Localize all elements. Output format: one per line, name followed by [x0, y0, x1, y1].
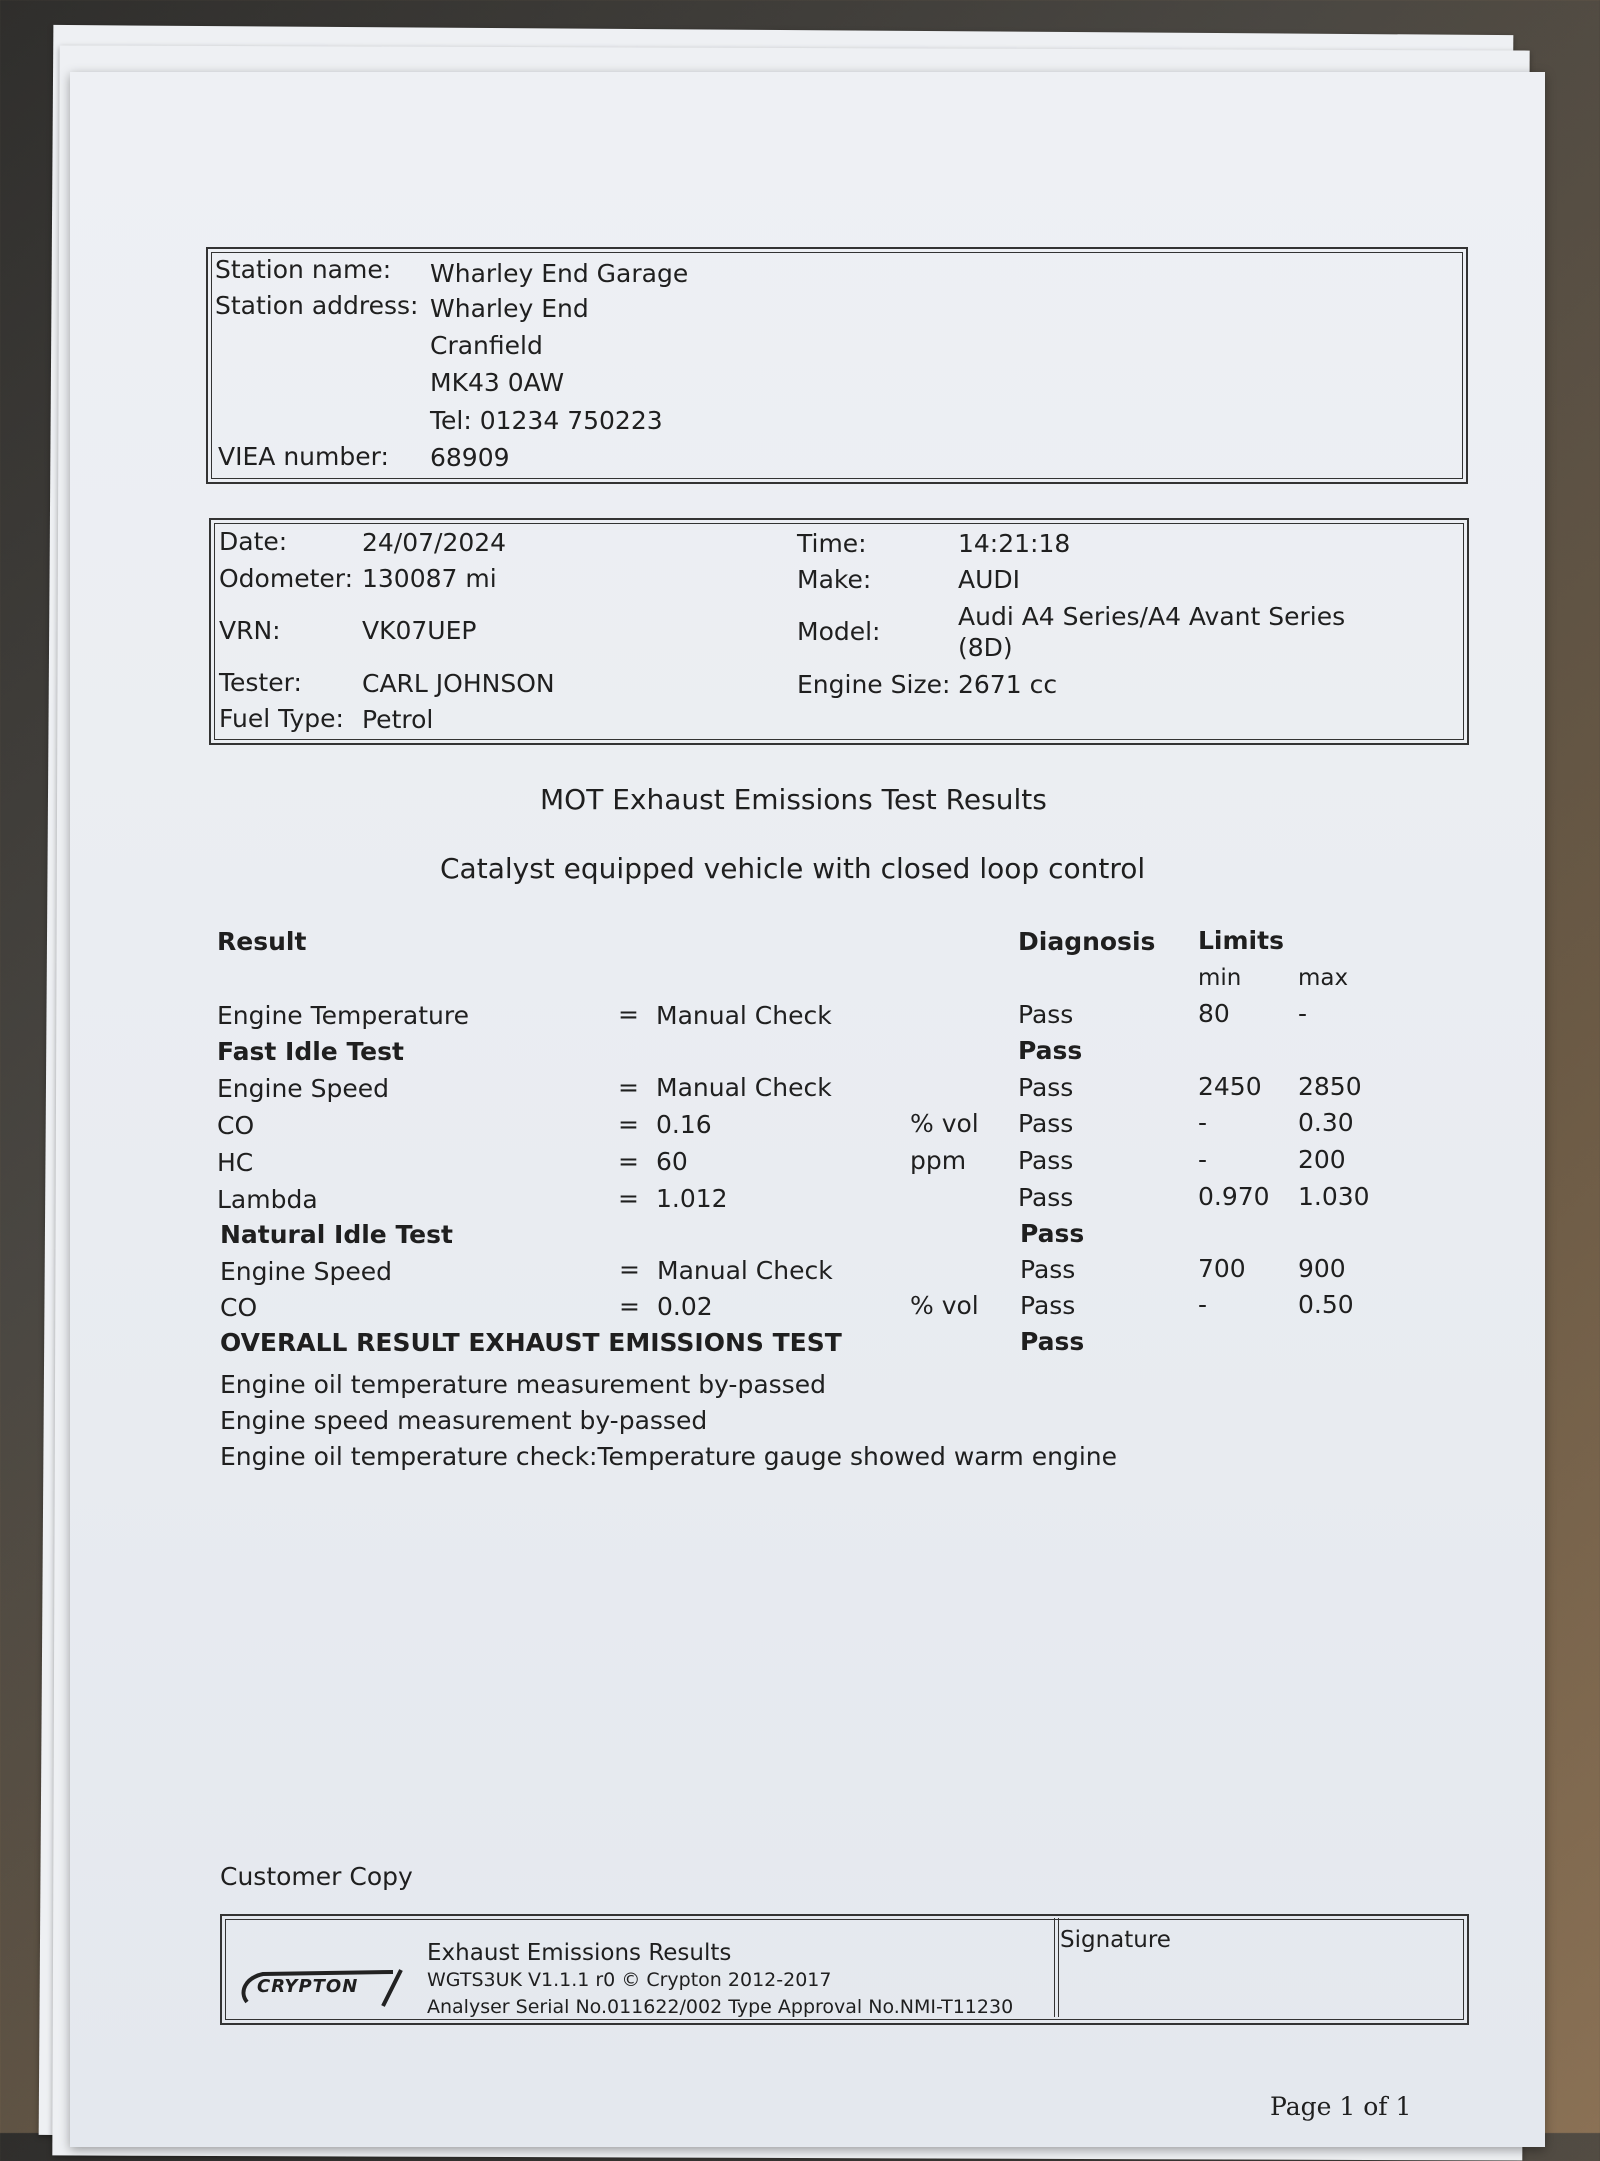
- result-equals: =: [619, 1292, 640, 1321]
- result-value: 0.16: [656, 1110, 712, 1139]
- note-line: Engine oil temperature measurement by-passed: [220, 1370, 826, 1399]
- result-diagnosis: Pass: [1018, 1036, 1083, 1065]
- limit-min: 700: [1198, 1254, 1246, 1283]
- result-unit: % vol: [910, 1109, 979, 1138]
- result-equals: =: [618, 1110, 639, 1139]
- footer-version: WGTS3UK V1.1.1 r0 © Crypton 2012-2017: [427, 1969, 832, 1991]
- result-equals: =: [618, 1147, 639, 1176]
- model-label: Model:: [797, 617, 881, 646]
- document-page: [70, 72, 1545, 2147]
- result-value: Manual Check: [656, 1073, 832, 1102]
- customer-copy-label: Customer Copy: [220, 1862, 413, 1891]
- date-label: Date:: [219, 527, 288, 556]
- limits-column-header: Limits: [1198, 926, 1284, 955]
- result-label: HC: [217, 1148, 254, 1177]
- result-label: Engine Speed: [217, 1074, 389, 1103]
- result-diagnosis: Pass: [1020, 1219, 1085, 1248]
- result-unit: % vol: [910, 1291, 979, 1320]
- signature-divider: [1054, 1918, 1059, 2017]
- page-number: Page 1 of 1: [1270, 2092, 1412, 2121]
- result-equals: =: [619, 1255, 640, 1284]
- station-address-label: Station address:: [215, 291, 419, 320]
- result-column-header: Result: [217, 927, 307, 956]
- limit-max: 2850: [1298, 1072, 1362, 1101]
- result-unit: ppm: [910, 1146, 967, 1175]
- limit-min: 2450: [1198, 1072, 1262, 1101]
- note-line: Engine speed measurement by-passed: [220, 1406, 708, 1435]
- tester-value: CARL JOHNSON: [362, 669, 555, 698]
- result-value: 1.012: [656, 1184, 728, 1213]
- result-diagnosis: Pass: [1018, 1000, 1074, 1029]
- engine-size-value: 2671 cc: [958, 670, 1058, 699]
- result-diagnosis: Pass: [1020, 1255, 1076, 1284]
- result-diagnosis: Pass: [1020, 1291, 1076, 1320]
- limit-max: 0.50: [1298, 1290, 1354, 1319]
- station-address-line: Wharley End: [430, 294, 589, 323]
- station-address-line: Tel: 01234 750223: [430, 406, 663, 435]
- model-value-line2: (8D): [958, 633, 1013, 662]
- engine-size-label: Engine Size:: [797, 670, 951, 699]
- station-name-label: Station name:: [215, 255, 392, 284]
- limit-max: 0.30: [1298, 1108, 1354, 1137]
- result-label: Engine Temperature: [217, 1001, 469, 1030]
- limits-max-header: max: [1298, 965, 1349, 991]
- result-label: Engine Speed: [220, 1257, 392, 1286]
- tester-label: Tester:: [219, 668, 302, 697]
- odometer-label: Odometer:: [219, 564, 354, 593]
- model-value: Audi A4 Series/A4 Avant Series: [958, 602, 1346, 631]
- limit-min: -: [1198, 1290, 1208, 1319]
- limit-max: 1.030: [1298, 1182, 1370, 1211]
- result-diagnosis: Pass: [1018, 1073, 1074, 1102]
- logo-text: CRYPTON: [257, 1976, 359, 1997]
- limit-min: -: [1198, 1145, 1208, 1174]
- vrn-value: VK07UEP: [362, 616, 477, 645]
- limits-min-header: min: [1198, 965, 1242, 991]
- vrn-label: VRN:: [219, 616, 281, 645]
- make-label: Make:: [797, 565, 872, 594]
- result-label: Lambda: [217, 1185, 318, 1214]
- viea-number: 68909: [430, 443, 510, 472]
- limit-min: -: [1198, 1108, 1208, 1137]
- station-address-line: Cranfield: [430, 331, 543, 360]
- result-value: Manual Check: [656, 1001, 832, 1030]
- limit-max: 900: [1298, 1254, 1346, 1283]
- signature-label: Signature: [1060, 1927, 1171, 1953]
- crypton-logo: [233, 1962, 408, 2010]
- station-info-box: [206, 247, 1468, 484]
- section-heading: Natural Idle Test: [220, 1220, 453, 1249]
- fuel-type-value: Petrol: [362, 705, 434, 734]
- overall-result-diagnosis: Pass: [1020, 1327, 1085, 1356]
- viea-label: VIEA number:: [218, 442, 389, 471]
- time-value: 14:21:18: [958, 529, 1071, 558]
- result-equals: =: [618, 1184, 639, 1213]
- date-value: 24/07/2024: [362, 528, 507, 557]
- page-title: MOT Exhaust Emissions Test Results: [540, 783, 1047, 816]
- time-label: Time:: [797, 529, 867, 558]
- footer-title: Exhaust Emissions Results: [427, 1940, 732, 1966]
- page-subtitle: Catalyst equipped vehicle with closed loop control: [440, 852, 1146, 885]
- limit-max: 200: [1298, 1145, 1346, 1174]
- result-value: 60: [656, 1147, 688, 1176]
- result-equals: =: [618, 1073, 639, 1102]
- diagnosis-column-header: Diagnosis: [1018, 927, 1156, 956]
- footer-serial: Analyser Serial No.011622/002 Type Approval No.NMI-T11230: [427, 1996, 1014, 2018]
- overall-result-label: OVERALL RESULT EXHAUST EMISSIONS TEST: [220, 1328, 842, 1357]
- limit-max: -: [1298, 999, 1308, 1028]
- limit-min: 0.970: [1198, 1182, 1270, 1211]
- station-address-line: MK43 0AW: [430, 368, 565, 397]
- result-diagnosis: Pass: [1018, 1109, 1074, 1138]
- odometer-value: 130087 mi: [362, 564, 497, 593]
- result-equals: =: [618, 1000, 639, 1029]
- result-value: 0.02: [657, 1292, 713, 1321]
- result-diagnosis: Pass: [1018, 1183, 1074, 1212]
- result-label: CO: [220, 1293, 258, 1322]
- result-label: CO: [217, 1111, 255, 1140]
- fuel-type-label: Fuel Type:: [219, 704, 344, 733]
- make-value: AUDI: [958, 565, 1021, 594]
- station-name: Wharley End Garage: [430, 259, 689, 288]
- limit-min: 80: [1198, 999, 1230, 1028]
- result-diagnosis: Pass: [1018, 1146, 1074, 1175]
- section-heading: Fast Idle Test: [217, 1037, 404, 1066]
- note-line: Engine oil temperature check:Temperature gauge showed warm engine: [220, 1442, 1117, 1471]
- result-value: Manual Check: [657, 1256, 833, 1285]
